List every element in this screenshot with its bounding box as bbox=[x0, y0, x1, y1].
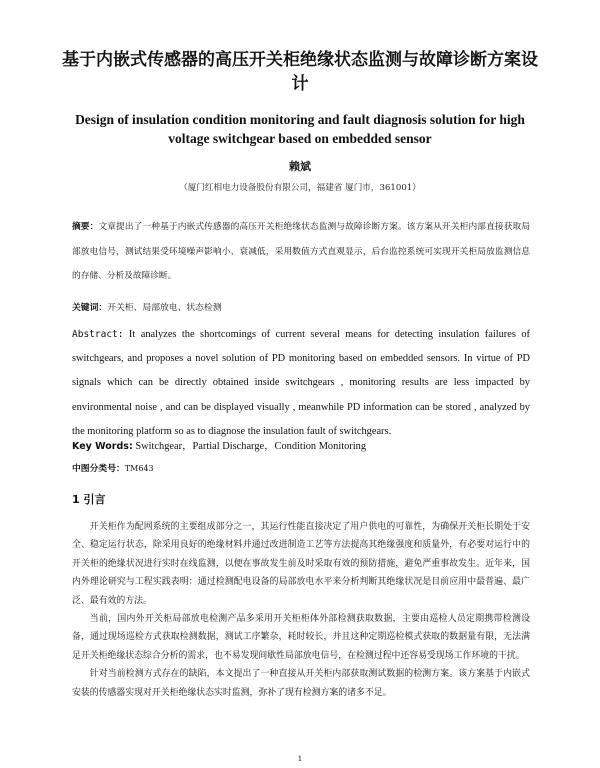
title-english: Design of insulation condition monitoring and fault diagnosis solution for high voltage switchgear based on embedded sensor bbox=[75, 112, 525, 146]
section-heading: 1 引言 bbox=[72, 493, 106, 506]
classification-value: TM643 bbox=[124, 464, 154, 473]
keywords-chinese-label: 关键词： bbox=[72, 303, 108, 313]
keywords-english-text: Switchgear，Partial Discharge，Condition Monitoring bbox=[132, 441, 367, 452]
abstract-chinese bbox=[72, 215, 530, 289]
abstract-english bbox=[72, 323, 530, 444]
keywords-chinese bbox=[72, 300, 530, 313]
abstract-chinese-label: 摘要： bbox=[72, 222, 99, 232]
body-text bbox=[72, 518, 530, 702]
abstract-english-text: It analyzes the shortcomings of current several means for detecting insulation failures of switchgears, and proposes a novel solution of PD monitoring based on embedded sensors. In virtue of PD signals which can be directly obtained inside switchgears , monitoring results are less impacted by environmental noise , and can be displayed visually , meanwhile PD information can be stored , analyzed by the monitoring platform so as to diagnose the insulation fault of switchgears. bbox=[72, 329, 530, 437]
keywords-chinese-text: 开关柜、局部放电、状态检测 bbox=[107, 303, 222, 313]
page-number: 1 bbox=[297, 755, 303, 763]
classification-number bbox=[72, 461, 530, 474]
keywords-english bbox=[72, 437, 530, 452]
author-affiliation: （厦门红相电力设备股份有限公司，福建省 厦门市，361001） bbox=[179, 183, 421, 193]
abstract-english-label: Abstract: bbox=[72, 329, 124, 340]
body-paragraph: 针对当前检测方式存在的缺陷，本文提出了一种直接从开关柜内部获取测试数据的检测方案。该方案基于内嵌式安装的传感器实现对开关柜绝缘状态实时监测，弥补了现有检测方案的诸多不足。 bbox=[72, 669, 530, 698]
body-paragraph: 当前，国内外开关柜局部放电检测产品多采用开关柜柜体外部检测获取数据，主要由巡检人员定期携带检测设备，通过现场巡检方式获取检测数据，测试工序繁杂，耗时较长，并且这种定期巡检模式获取的数据量有限，无法满足开关柜绝缘状态综合分析的需求，也不易发现间歇性局部放电信号，在检测过程中还容易受现场工作环境的干扰。 bbox=[72, 614, 530, 661]
title-chinese: 基于内嵌式传感器的高压开关柜绝缘状态监测与故障诊断方案设计 bbox=[62, 50, 538, 94]
abstract-chinese-text: 文章提出了一种基于内嵌式传感器的高压开关柜绝缘状态监测与故障诊断方案。该方案从开关柜内部直接获取局部放电信号，测试结果受环境噪声影响小、衰减低，采用数值方式直观显示，后台监控系统可实现开关柜局放监测信息的存储、分析及故障诊断。 bbox=[72, 222, 531, 281]
keywords-english-label: Key Words: bbox=[72, 441, 133, 452]
classification-label: 中图分类号： bbox=[72, 464, 125, 474]
author-name: 赖斌 bbox=[289, 160, 311, 173]
body-paragraph: 开关柜作为配网系统的主要组成部分之一，其运行性能直接决定了用户供电的可靠性，为确保开关柜长期处于安全、稳定运行状态，除采用良好的绝缘材料并通过改进制造工艺等方法提高其绝缘强度和质量外，有必要对运行中的开关柜的绝缘状况进行实时在线监测，以便在事故发生前及时采取有效的预防措施，避免严重事故发生。近年来，国内外理论研究与工程实践表明：通过检测配电设备的局部放电水平来分析判断其绝缘状况是目前应用中最普遍、最广泛、最有效的方法。 bbox=[72, 522, 530, 606]
